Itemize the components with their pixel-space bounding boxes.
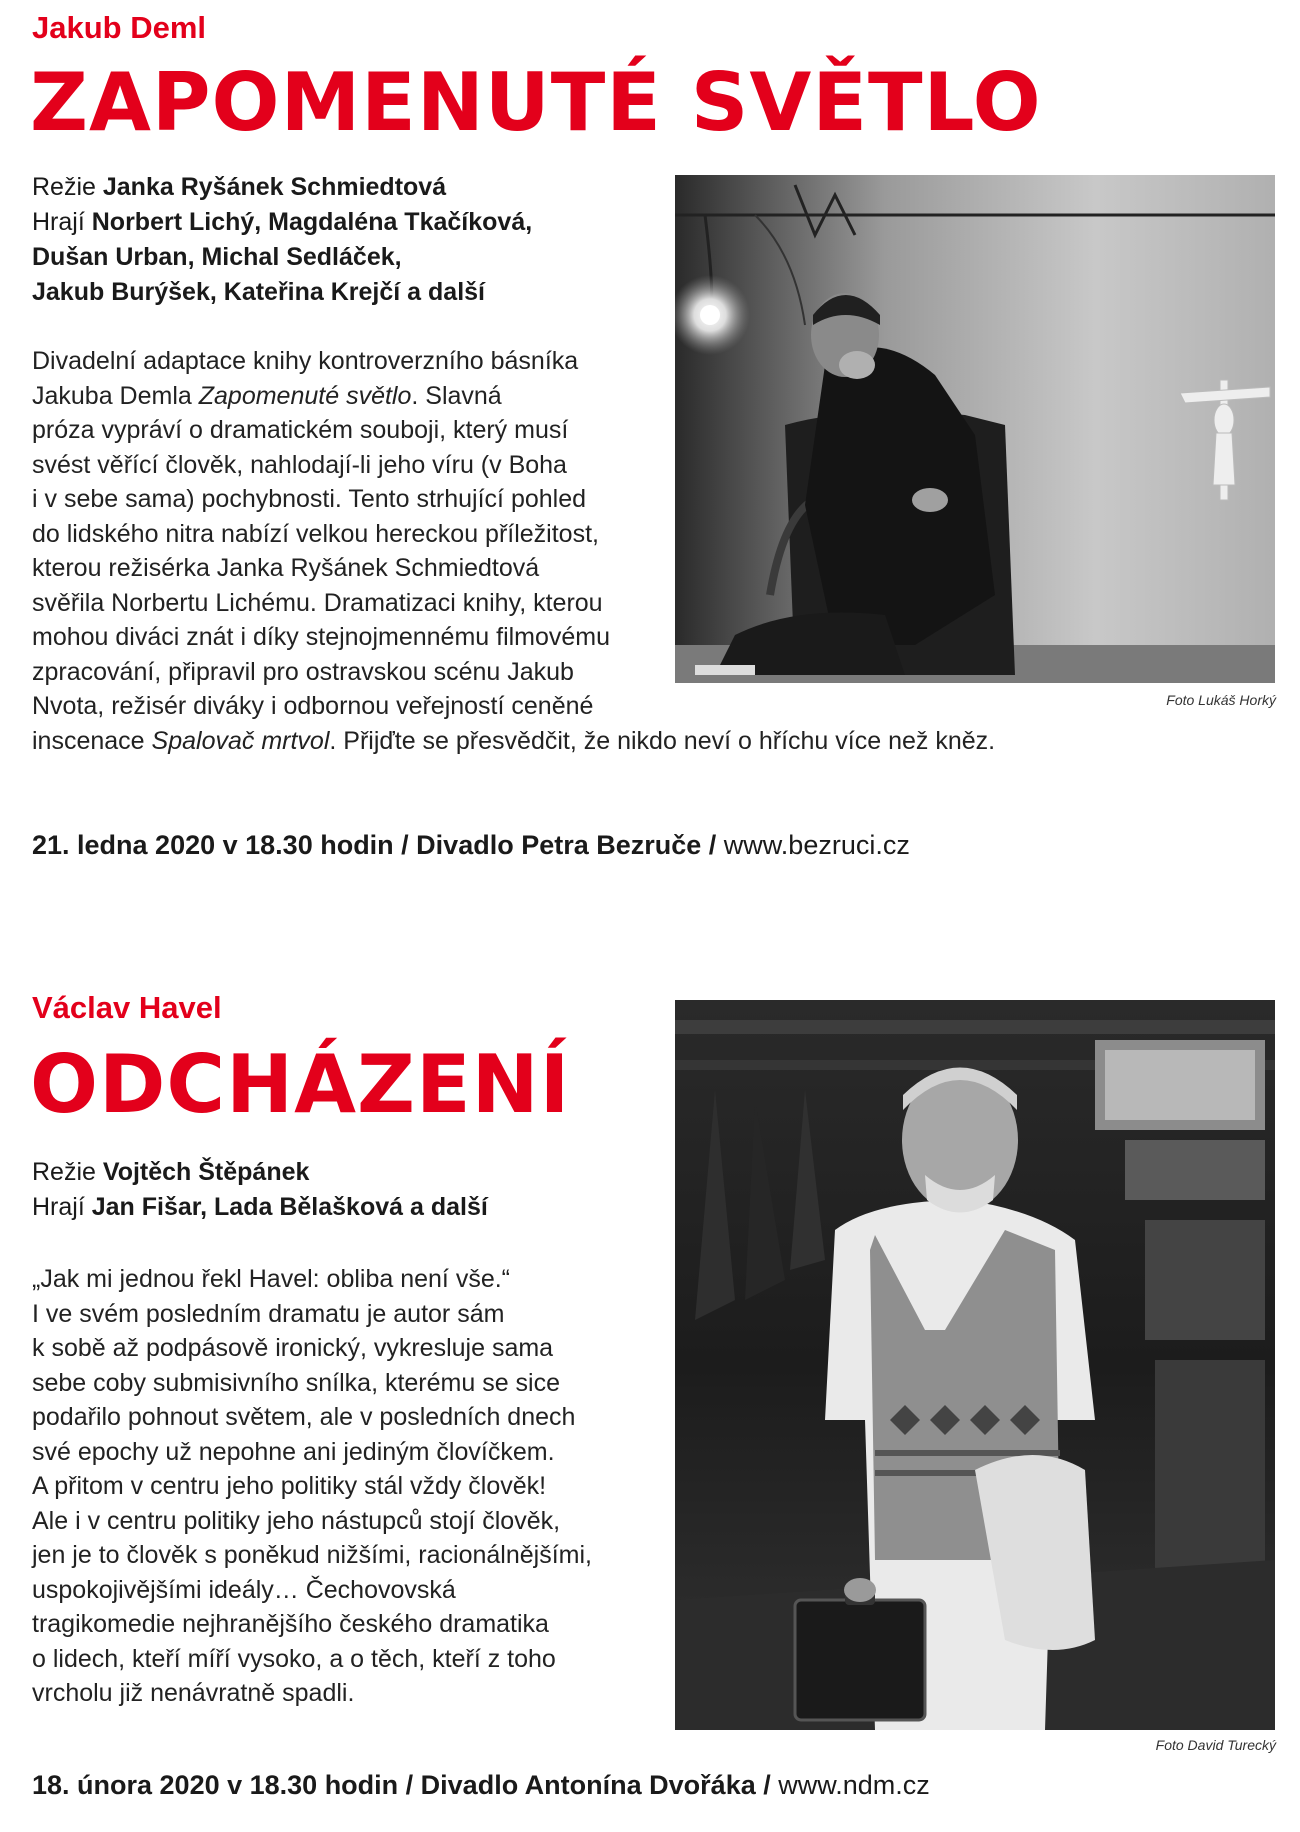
actor-in-chair-photo <box>675 175 1275 683</box>
event2-hraji-label: Hrají <box>32 1193 85 1221</box>
event1-text: inscenace <box>32 726 152 755</box>
event2-cast-1: Jan Fišar, Lada Bělašková a další <box>91 1193 488 1221</box>
event1-author: Jakub Deml <box>32 10 207 45</box>
event1-line: kterou režisérka Janka Ryšánek Schmiedtová <box>32 554 540 582</box>
event2-line: k sobě až podpásově ironický, vykresluje sama <box>32 1334 554 1362</box>
event1-cast-2: Dušan Urban, Michal Sedláček, <box>32 243 402 271</box>
event2-line: jen je to člověk s poněkud nižšími, racionálnějšími, <box>32 1541 592 1569</box>
event1-line: mohou diváci znát i díky stejnojmennému filmovému <box>32 623 611 651</box>
event1-cast-1: Norbert Lichý, Magdaléna Tkačíková, <box>91 208 533 236</box>
event1-line: próza vypráví o dramatickém souboji, který musí <box>32 416 569 444</box>
event1-rezie-label: Režie <box>32 173 96 201</box>
event1-line <box>32 724 995 759</box>
event2-title: ODCHÁZENÍ <box>30 1038 571 1131</box>
event2-line: uspokojivějšími ideály… Čechovovská <box>32 1575 456 1604</box>
event2-line: své epochy už nepohne ani jediným človíčkem. <box>32 1437 555 1466</box>
event1-line: Divadelní adaptace knihy kontroverzního básníka <box>32 347 579 375</box>
event2-line: podařilo pohnout světem, ale v posledních dnech <box>32 1403 576 1431</box>
event1-line: do lidského nitra nabízí velkou hereckou příležitost, <box>32 519 599 548</box>
event2-date-venue: 18. února 2020 v 18.30 hodin / Divadlo Antonína Dvořáka / <box>32 1770 771 1800</box>
event2-credits <box>32 1155 488 1225</box>
event1-credits <box>32 170 532 310</box>
event1-book-title: Zapomenuté světlo <box>198 381 412 410</box>
event2-line: vrcholu již nenávratně spadli. <box>32 1679 355 1707</box>
event1-photo <box>675 175 1275 683</box>
event1-text: . Přijďte se přesvědčit, že nikdo neví o hříchu více než kněz. <box>329 726 996 755</box>
event2-line: o lidech, kteří míří vysoko, a o těch, kteří z toho <box>32 1644 556 1673</box>
event2-footer <box>32 1770 930 1801</box>
event2-line: sebe coby submisivního snílka, kterému se sice <box>32 1368 561 1397</box>
event1-photo-credit: Foto Lukáš Horký <box>1166 692 1276 708</box>
event1-hraji-label: Hrají <box>32 208 85 236</box>
event1-line: svěřila Norbertu Lichému. Dramatizaci knihy, kterou <box>32 588 603 617</box>
event1-title: ZAPOMENUTÉ SVĚTLO <box>30 56 1042 149</box>
event2-photo <box>675 1000 1275 1730</box>
event2-line: I ve svém posledním dramatu je autor sám <box>32 1299 505 1328</box>
event1-line: zpracování, připravil pro ostravskou scénu Jakub <box>32 657 574 686</box>
event2-author: Václav Havel <box>32 990 222 1025</box>
event2-line: „Jak mi jednou řekl Havel: obliba není vše.“ <box>32 1265 511 1293</box>
event2-line: A přitom v centru jeho politiky stál vždy člověk! <box>32 1472 547 1500</box>
event1-show-title: Spalovač mrtvol <box>151 726 330 755</box>
event1-text: Jakuba Demla <box>32 381 199 410</box>
event1-date-venue: 21. ledna 2020 v 18.30 hodin / Divadlo Petra Bezruče / <box>32 830 717 860</box>
event2-rezie-label: Režie <box>32 1158 96 1186</box>
event2-director: Vojtěch Štěpánek <box>102 1158 310 1186</box>
event1-footer <box>32 830 910 861</box>
event1-line: svést věřící člověk, nahlodají-li jeho víru (v Boha <box>32 450 567 479</box>
event2-line: Ale i v centru politiky jeho nástupců stojí člověk, <box>32 1506 561 1535</box>
event2-line: tragikomedie nejhranějšího českého dramatika <box>32 1610 549 1638</box>
event1-line: i v sebe sama) pochybnosti. Tento strhující pohled <box>32 485 587 513</box>
event1-website-link[interactable]: www.bezruci.cz <box>716 830 910 860</box>
event1-cast-3: Jakub Burýšek, Kateřina Krejčí a další <box>32 278 485 306</box>
event1-director: Janka Ryšánek Schmiedtová <box>102 173 447 201</box>
event1-text: . Slavná <box>411 381 502 410</box>
event2-photo-credit: Foto David Turecký <box>1155 1737 1276 1753</box>
event1-line: Nvota, režisér diváky i odbornou veřejností ceněné <box>32 692 594 720</box>
event2-description <box>32 1262 592 1711</box>
event2-website-link[interactable]: www.ndm.cz <box>770 1770 930 1800</box>
actor-with-suitcase-photo <box>675 1000 1275 1730</box>
